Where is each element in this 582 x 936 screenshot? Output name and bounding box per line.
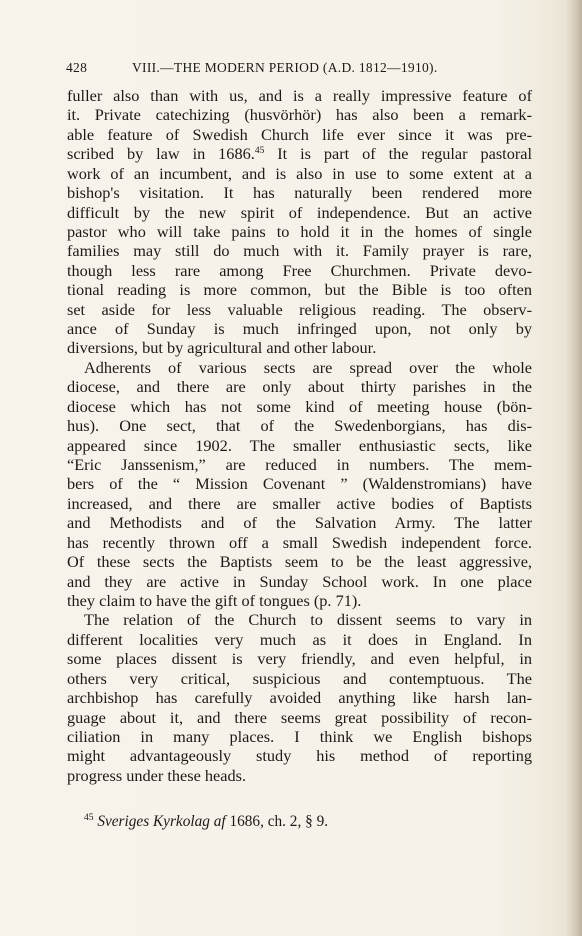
running-title: VIII.—THE MODERN PERIOD (A.D. 1812—1910). [132, 60, 438, 75]
footnote [84, 813, 328, 831]
text-line: diocese which has not some kind of meeting house (bön- [67, 396, 532, 416]
text-line: fuller also than with us, and is a really impressive feature of [67, 86, 532, 105]
text-line: has recently thrown off a small Swedish independent force. [67, 532, 532, 552]
text-line: it. Private catechizing (husvörhör) has also been a remark- [67, 105, 532, 125]
text-line: and Methodists and of the Salvation Army. The latter [67, 513, 532, 533]
text-line: The relation of the Church to dissent seems to vary in [84, 610, 532, 630]
text-line: bers of the “ Mission Covenant ” (Waldenstromians) have [67, 474, 532, 494]
text-line: scribed by law in 1686.45 It is part of the regular pastoral [67, 144, 533, 164]
text-line: they claim to have the gift of tongues (p. 71). [67, 590, 362, 610]
text-line: pastor who will take pains to hold it in the homes of single [67, 221, 532, 241]
text-line: though less rare among Free Churchmen. Private devo- [67, 260, 532, 280]
page-number: 428 [66, 60, 88, 75]
text-line: diversions, but by agricultural and other labour. [67, 338, 377, 358]
text-line: others very critical, suspicious and contemptuous. The [67, 668, 532, 688]
text-line: ance of Sunday is much infringed upon, not only by [67, 319, 532, 339]
text-line: progress under these heads. [67, 765, 247, 785]
text-line: tional reading is more common, but the Bible is too often [67, 280, 532, 300]
text-line: families may still do much with it. Family prayer is rare, [67, 241, 532, 261]
text-line: set aside for less valuable religious reading. The observ- [67, 299, 532, 319]
text-line: Of these sects the Baptists seem to be the least aggressive, [67, 552, 532, 572]
text-line: able feature of Swedish Church life ever since it was pre- [67, 124, 532, 144]
text-line: appeared since 1902. The smaller enthusiastic sects, like [67, 435, 532, 455]
text-line: work of an incumbent, and is also in use to some extent at a [67, 163, 532, 183]
page-edge-shadow [566, 0, 582, 936]
text-line: diocese, and there are only about thirty parishes in the [67, 377, 532, 397]
text-line: increased, and there are smaller active bodies of Baptists [67, 493, 532, 513]
text-line: bishop's visitation. It has naturally been rendered more [67, 183, 532, 203]
body-text [67, 86, 532, 785]
text-line: difficult by the new spirit of independence. But an active [67, 202, 532, 222]
text-line: might advantageously study his method of reporting [67, 746, 532, 766]
text-line: ciliation in many places. I think we English bishops [67, 726, 532, 746]
text-line: guage about it, and there seems great possibility of recon- [67, 707, 532, 727]
text-line: “Eric Janssenism,” are reduced in numbers. The mem- [67, 455, 532, 475]
text-line: archbishop has carefully avoided anything like harsh lan- [67, 688, 532, 708]
footnote-marker: 45 [84, 813, 94, 823]
footnote-title: Sveriges Kyrkolag af [97, 813, 226, 830]
footnote-reference: 45 [254, 146, 265, 157]
text-line: and they are active in Sunday School work. In one place [67, 571, 532, 591]
text-line: hus). One sect, that of the Swedenborgians, has dis- [67, 416, 532, 436]
text-line: Adherents of various sects are spread over the whole [84, 357, 532, 377]
text-line: some places dissent is very friendly, and even helpful, in [67, 649, 532, 669]
text-line: different localities very much as it does in England. In [67, 629, 532, 649]
footnote-citation: 1686, ch. 2, § 9. [229, 813, 329, 830]
